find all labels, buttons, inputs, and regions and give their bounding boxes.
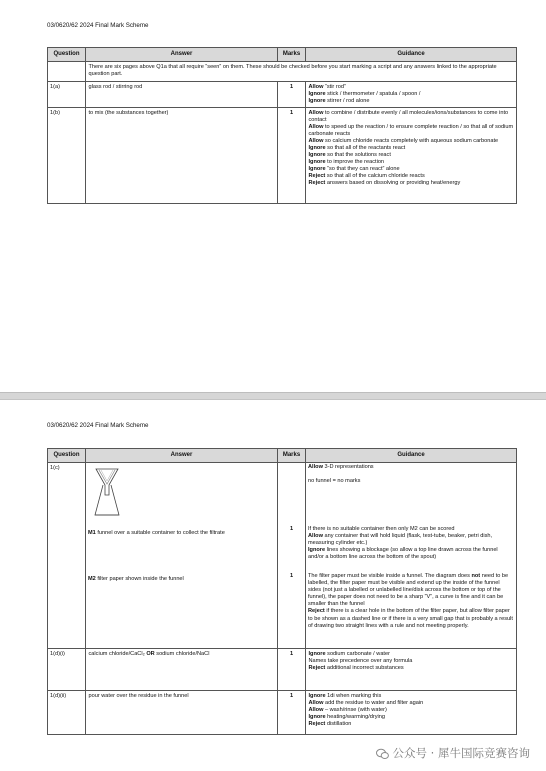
guidance-line: Ignore to improve the reaction xyxy=(308,159,385,166)
guidance-line: Ignore “so that they can react” alone xyxy=(308,166,400,173)
guidance-line: Names take precedence over any formula xyxy=(308,657,413,664)
column-header-answer: Answer xyxy=(86,48,278,62)
column-header-answer: Answer xyxy=(86,449,278,463)
guidance-line: Allow add the residue to water and filter again xyxy=(308,699,424,706)
answer-cell xyxy=(86,463,278,649)
guidance-line: Allow to combine / distribute evenly / all molecules/ions/substances to come into contact xyxy=(308,109,509,123)
guidance-cell xyxy=(306,691,517,735)
question-number: 1(a) xyxy=(48,82,86,108)
question-number: 1(d)(i) xyxy=(48,649,86,691)
marks-value: 1 xyxy=(278,649,306,691)
table-row xyxy=(48,82,517,108)
m2-guidance xyxy=(308,573,513,630)
column-header-marks: Marks xyxy=(278,48,306,62)
guidance-line: Ignore stick / thermometer / spatula / spoon / xyxy=(308,90,421,97)
page-header: 03/0620/62 2024 Final Mark Scheme xyxy=(47,22,149,29)
page-separator xyxy=(0,392,546,400)
m2-answer-text: filter paper shown inside the funnel xyxy=(95,576,184,582)
intro-note: There are six pages above Q1a that all require “seen” on them. These should be checked before you start marking a script and any answers linked to the appropriate question part. xyxy=(86,62,517,82)
intro-row xyxy=(48,62,517,82)
m1-label: M1 xyxy=(88,530,96,536)
guidance-line: Allow “stir rod” xyxy=(308,83,346,90)
guidance-line: Ignore 1di when marking this xyxy=(308,692,382,699)
guidance-line: Reject if there is a clear hole in the bottom of the filter paper, but allow filter paper to be shown as a dashed line or if there is a very small gap that is probably a result of drawing two straight lines with a rule and not meeting properly. xyxy=(308,608,513,629)
table-row xyxy=(48,108,517,204)
m1-answer-text: funnel over a suitable container to collect the filtrate xyxy=(95,530,225,536)
marks-value: 1 xyxy=(278,691,306,735)
answer-text: glass rod / stirring rod xyxy=(86,82,278,108)
guidance-line: Allow so calcium chloride reacts completely with aqueous sodium carbonate xyxy=(308,137,499,144)
table-row xyxy=(48,463,517,649)
guidance-line: Reject so that all of the calcium chloride reacts xyxy=(308,173,425,180)
question-number: 1(d)(ii) xyxy=(48,691,86,735)
guidance-line: If there is no suitable container then only M2 can be scored xyxy=(308,526,455,532)
guidance-line: Ignore lines showing a blockage (so allow a top line drawn across the funnel and/or a bottom line across the bottom of the spout) xyxy=(308,547,498,561)
m2-marks: 1 xyxy=(289,573,294,579)
column-header-question: Question xyxy=(48,449,86,463)
guidance-cell xyxy=(306,108,517,204)
mark-scheme-table xyxy=(47,448,517,735)
table-row xyxy=(48,691,517,735)
guidance-cell xyxy=(306,463,517,649)
column-header-guidance: Guidance xyxy=(306,48,517,62)
answer-text: pour water over the residue in the funnel xyxy=(86,691,278,735)
answer-text: calcium chloride/CaCl₂ OR sodium chloride/NaCl xyxy=(86,649,278,691)
watermark-text: 公众号 · 犀牛国际竞赛咨询 xyxy=(392,746,530,761)
guidance-line: Allow to speed up the reaction / to ensure complete reaction / so that all of sodium carbonate reacts xyxy=(308,123,514,137)
question-number: 1(b) xyxy=(48,108,86,204)
guidance-line: Ignore stirrer / rod alone xyxy=(308,97,370,104)
wechat-icon xyxy=(376,748,389,760)
m1-answer xyxy=(88,530,274,537)
guidance-line: Ignore heating/warming/drying xyxy=(308,713,385,720)
m1-guidance xyxy=(308,526,513,561)
filtration-diagram xyxy=(90,465,124,521)
m2-label: M2 xyxy=(88,576,96,582)
m1-marks: 1 xyxy=(289,526,294,532)
m2-answer xyxy=(88,576,274,583)
guidance-line: Reject distillation xyxy=(308,720,352,727)
table-header-row xyxy=(48,449,517,463)
guidance-cell xyxy=(306,649,517,691)
guidance-line: Reject additional incorrect substances xyxy=(308,664,404,671)
guidance-top xyxy=(308,464,513,485)
mark-scheme-page-2 xyxy=(0,400,546,771)
watermark xyxy=(376,746,530,761)
marks-value: 1 xyxy=(278,82,306,108)
column-header-question: Question xyxy=(48,48,86,62)
answer-text: to mix (the substances together) xyxy=(86,108,278,204)
guidance-line: The filter paper must be visible inside a funnel. The diagram does not need to be labelled, the filter paper must be visible and extend up the inside of the funnel sides (not just a labelled or unlabelled line/disk across the bottom or top of the funnel), the paper does not need to be a sharp “V”, a curve is fine and it can be smaller than the funnel xyxy=(308,573,509,608)
mark-scheme-table xyxy=(47,47,517,204)
column-header-marks: Marks xyxy=(278,449,306,463)
page-header: 03/0620/62 2024 Final Mark Scheme xyxy=(47,422,149,429)
question-number: 1(c) xyxy=(48,463,86,649)
guidance-line: Allow 3-D representations xyxy=(308,464,374,470)
table-header-row xyxy=(48,48,517,62)
guidance-line: Allow – wash/rinse (with water) xyxy=(308,706,387,713)
guidance-line: Ignore so that all of the reactants react xyxy=(308,144,406,151)
guidance-line: Reject answers based on dissolving or providing heat/energy xyxy=(308,180,461,187)
guidance-line: Allow any container that will hold liquid (flask, test-tube, beaker, petri dish, measuring cylinder etc.) xyxy=(308,533,493,547)
column-header-guidance: Guidance xyxy=(306,449,517,463)
guidance-cell xyxy=(306,82,517,108)
marks-cell xyxy=(278,463,306,649)
guidance-line: no funnel = no marks xyxy=(308,478,361,485)
table-row xyxy=(48,649,517,691)
guidance-line: Ignore sodium carbonate / water xyxy=(308,650,390,657)
guidance-line: Ignore so that the solutions react xyxy=(308,152,391,159)
marks-value: 1 xyxy=(278,108,306,204)
